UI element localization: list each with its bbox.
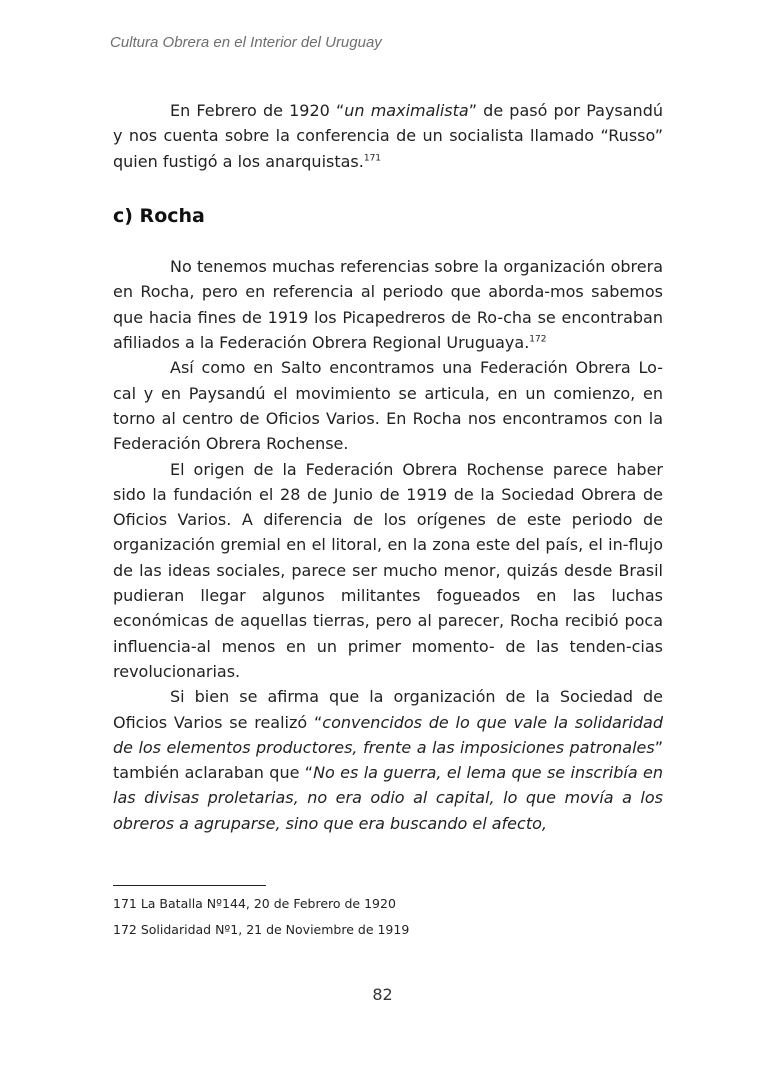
paragraph: Así como en Salto encontramos una Federación Obrera Lo-cal y en Paysandú el movimiento se articula, en un comienzo, en torno al centro de Oficios Varios. En Rocha nos encontramos con la Federación Obrera Rochense. [113, 358, 663, 454]
paragraph [113, 254, 663, 355]
footnote-ref: 172 [529, 334, 547, 345]
paragraph-text: En Febrero de 1920 “ [170, 101, 345, 120]
section-heading: c) Rocha [113, 204, 205, 227]
italic-quote: convencidos de lo que vale la solidaridad de los elementos productores, frente a las imposiciones patronales [113, 712, 663, 757]
paragraph [113, 98, 663, 174]
footnotes [113, 891, 409, 943]
paragraph-text: No tenemos muchas referencias sobre la organización obrera en Rocha, pero en referencia al periodo que aborda-mos sabemos que hacia fines de 1919 los Picapedreros de Ro-cha se encontraban afiliados a la Federación Obrera Regional Uruguaya. [113, 257, 663, 353]
footnote-171: 171 La Batalla Nº144, 20 de Febrero de 1920 [113, 896, 396, 911]
footnote-ref: 171 [363, 153, 382, 164]
paragraph: El origen de la Federación Obrera Rochense parece haber sido la fundación el 28 de Junio de 1919 de la Sociedad Obrera de Oficios Varios. A diferencia de los orígenes de este periodo de organización gremial en el litoral, en la zona este del país, el in-flujo de las ideas sociales, parece ser mucho menor, quizás desde Brasil pudieran llegar algunos militantes fogueados en las luchas económicas de aquellas tierras, pero al parecer, Rocha recibió poca influencia-al menos en un primer momento- de las tenden-cias revolucionarias. [113, 459, 663, 681]
body-text [113, 98, 663, 836]
paragraph-text: ” de pasó por Paysandú y nos cuenta sobre la conferencia de un socialista llamado “Russo” quien fustigó a los anarquistas. [113, 101, 663, 171]
running-header: Cultura Obrera en el Interior del Uruguay [110, 34, 382, 51]
paragraph [113, 684, 663, 836]
page-number: 82 [372, 985, 393, 1004]
footnote-172: 172 Solidaridad Nº1, 21 de Noviembre de 1919 [113, 922, 410, 937]
italic-quote: un maximalista [344, 101, 469, 120]
paragraph-text: ” también aclaraban que “ [113, 737, 663, 783]
paragraph-text: Si bien se afirma que la organización de la Sociedad de Oficios Varios se realizó “ [113, 687, 663, 732]
footnote-divider [113, 885, 266, 886]
italic-quote: No es la guerra, el lema que se inscribía en las divisas proletarias, no era odio al capital, lo que movía a los obreros a agruparse, sino que era buscando el afecto, [113, 763, 663, 833]
